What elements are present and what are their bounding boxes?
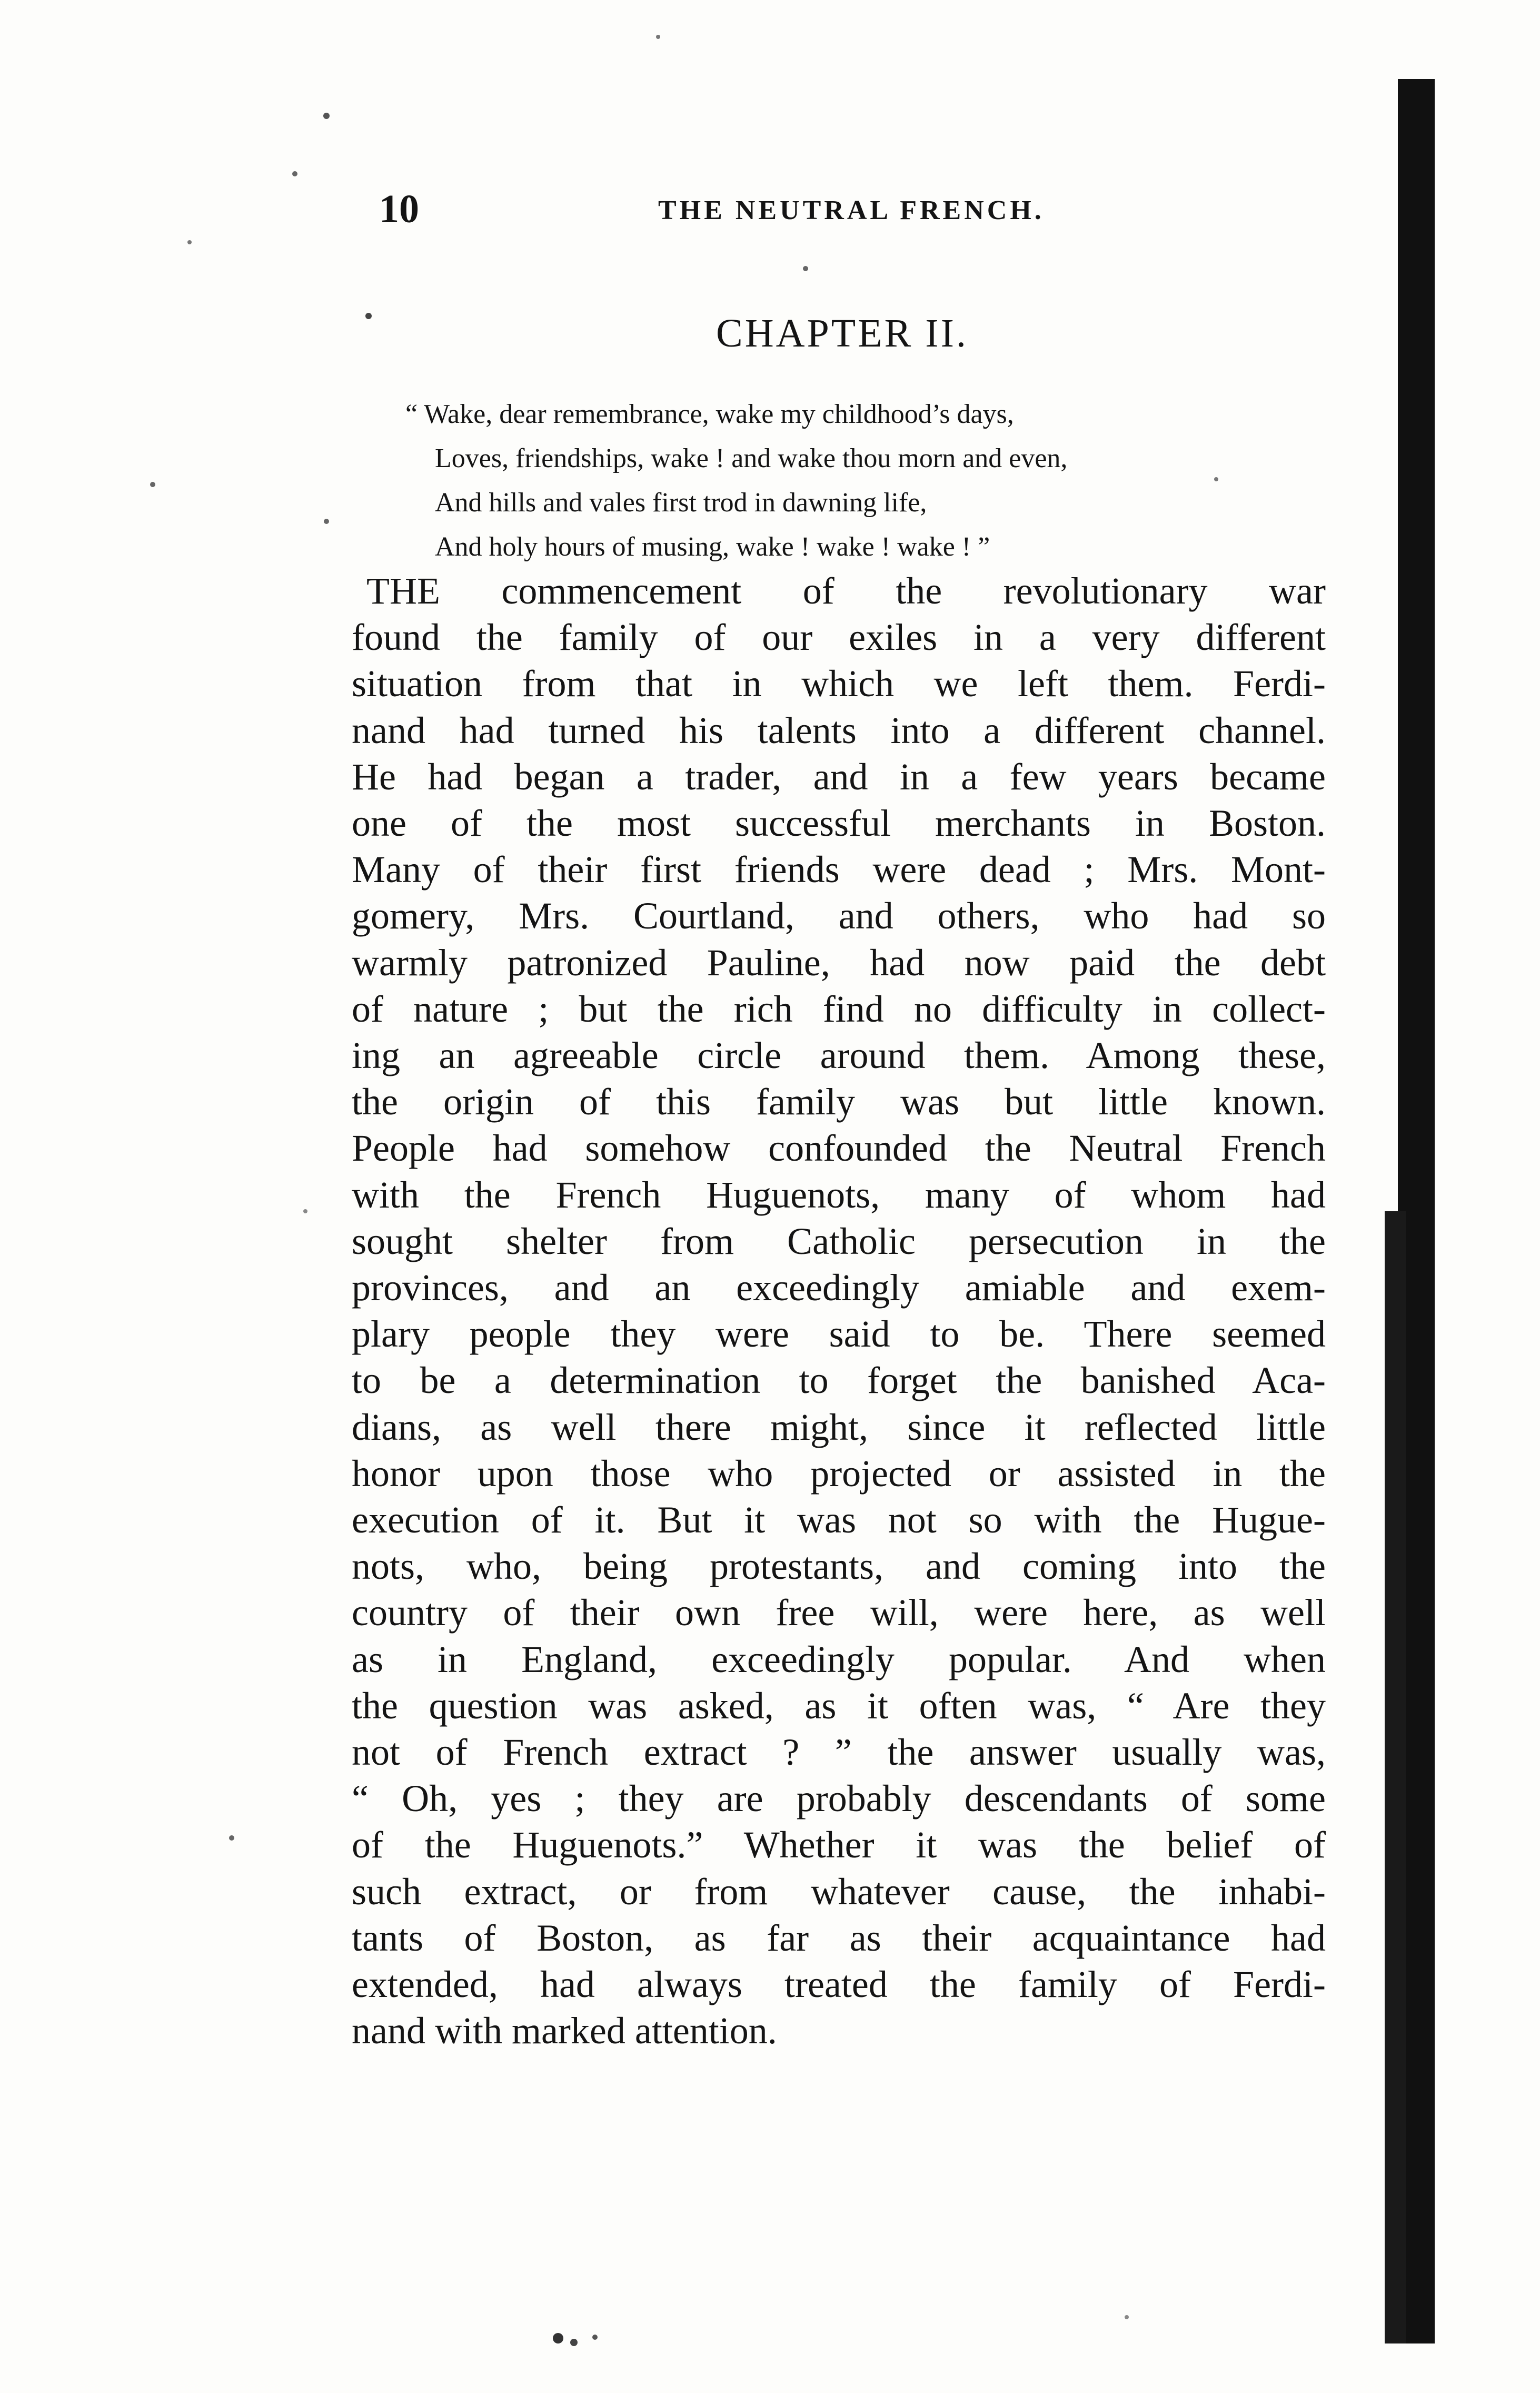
text-line: tants of Boston, as far as their acquaintance had <box>352 1916 1326 1959</box>
text-line: He had began a trader, and in a few years became <box>352 755 1326 798</box>
text-line: as in England, exceedingly popular. And when <box>352 1638 1326 1680</box>
text-line: found the family of our exiles in a very different <box>352 616 1326 659</box>
text-line: Many of their first friends were dead ; Mrs. Mont- <box>352 848 1326 891</box>
text-line: People had somehow confounded the Neutral French <box>352 1127 1326 1170</box>
chapter-heading: CHAPTER II. <box>716 311 968 355</box>
epigraph-line: And hills and vales first trod in dawning life, <box>435 488 927 518</box>
text-line: the origin of this family was but little known. <box>352 1081 1326 1123</box>
text-line: dians, as well there might, since it reflected little <box>352 1406 1326 1448</box>
text-line: extended, had always treated the family of Ferdi- <box>352 1963 1326 2006</box>
epigraph <box>405 392 1332 569</box>
text-line: such extract, or from whatever cause, the inhabi- <box>352 1870 1326 1913</box>
text-line: sought shelter from Catholic persecution in the <box>352 1220 1326 1262</box>
epigraph-line: “ Wake, dear remembrance, wake my childhood’s days, <box>405 399 1014 429</box>
text-line: nots, who, being protestants, and coming into the <box>352 1545 1326 1588</box>
text-line: to be a determination to forget the banished Aca- <box>352 1359 1326 1402</box>
text-line: “ Oh, yes ; they are probably descendants of some <box>352 1777 1326 1820</box>
text-line: gomery, Mrs. Courtland, and others, who had so <box>352 895 1326 937</box>
text-line: nand had turned his talents into a different channel. <box>352 709 1326 751</box>
text-line: the question was asked, as it often was, “ Are they <box>352 1684 1326 1727</box>
text-line: country of their own free will, were here, as well <box>352 1591 1326 1634</box>
text-line: warmly patronized Pauline, had now paid the debt <box>352 941 1326 984</box>
text-line: one of the most successful merchants in Boston. <box>352 802 1326 845</box>
page-edge-shadow-lower <box>1385 1211 1406 2343</box>
running-head <box>379 185 1085 233</box>
text-line: plary people they were said to be. There seemed <box>352 1313 1326 1356</box>
text-line: of nature ; but the rich find no difficulty in collect- <box>352 987 1326 1030</box>
text-line: THE commencement of the revolutionary war <box>366 570 1326 612</box>
body-paragraph <box>352 568 1326 2054</box>
text-line: execution of it. But it was not so with the Hugue- <box>352 1499 1326 1541</box>
text-line: nand with marked attention. <box>352 2010 777 2052</box>
text-line: with the French Huguenots, many of whom had <box>352 1173 1326 1216</box>
text-line: honor upon those who projected or assisted in the <box>352 1452 1326 1495</box>
running-title: THE NEUTRAL FRENCH. <box>658 195 1045 225</box>
epigraph-line: Loves, friendships, wake ! and wake thou morn and even, <box>435 443 1068 473</box>
text-line: provinces, and an exceedingly amiable and exem- <box>352 1267 1326 1309</box>
text-line: not of French extract ? ” the answer usually was, <box>352 1731 1326 1774</box>
page-number: 10 <box>379 187 419 231</box>
text-line: of the Huguenots.” Whether it was the belief of <box>352 1824 1326 1866</box>
text-line: situation from that in which we left them. Ferdi- <box>352 662 1326 705</box>
text-line: ing an agreeable circle around them. Among these, <box>352 1034 1326 1077</box>
epigraph-line: And holy hours of musing, wake ! wake ! wake ! ” <box>435 532 990 562</box>
